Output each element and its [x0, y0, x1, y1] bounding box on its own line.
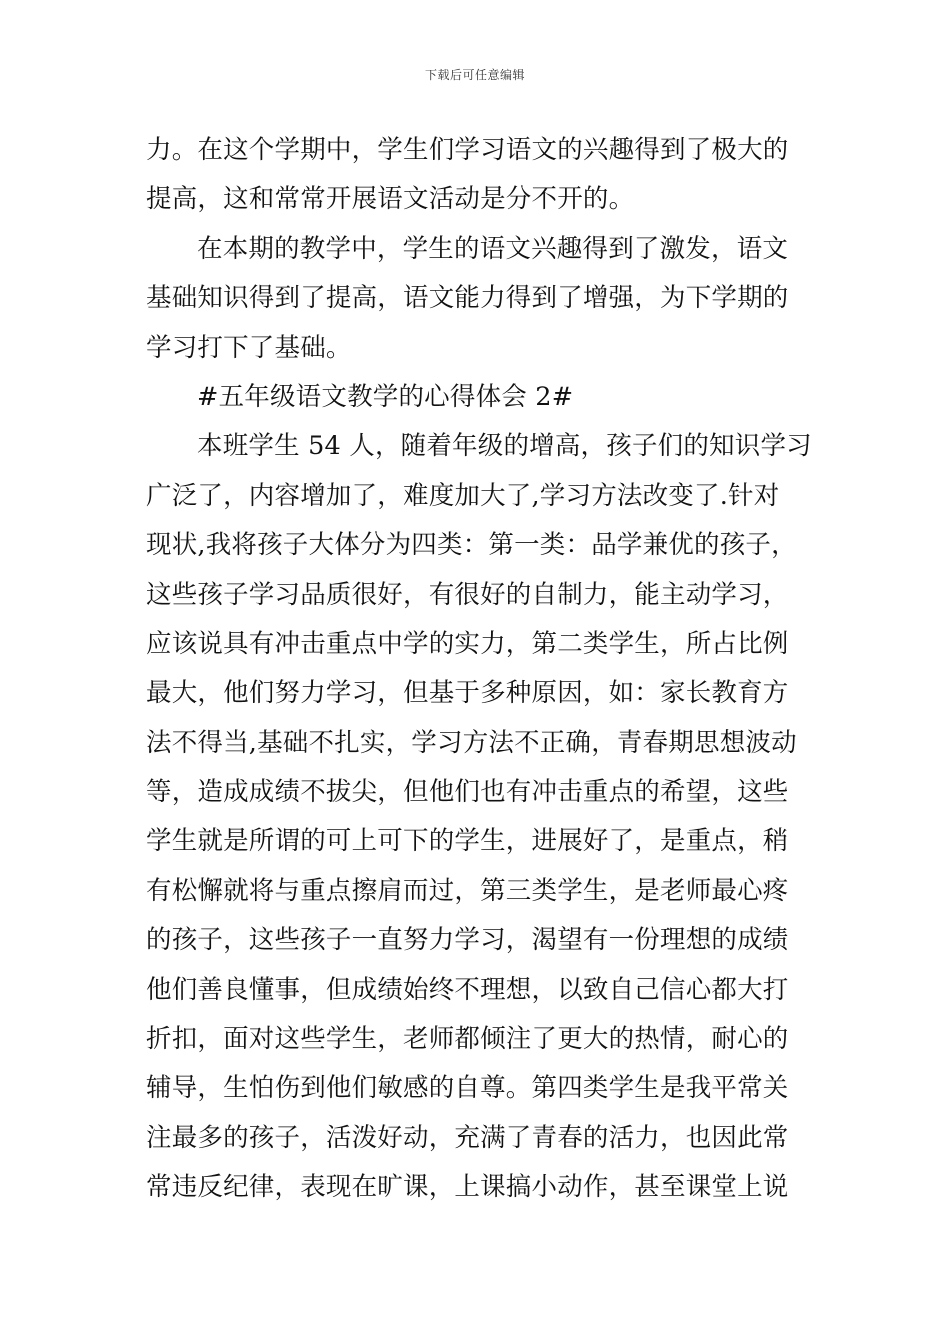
section-heading: #五年级语文教学的心得体会 2# [197, 381, 574, 412]
page-header: 下载后可任意编辑 [424, 68, 525, 82]
text-line: 基础知识得到了提高，语文能力得到了增强，为下学期的 [146, 283, 789, 314]
text-line: 最大，他们努力学习，但基于多种原因，如：家长教育方 [146, 678, 789, 709]
text-line: 有松懈就将与重点擦肩而过，第三类学生，是老师最心疼 [146, 875, 789, 906]
text-line: 这些孩子学习品质很好，有很好的自制力，能主动学习， [146, 579, 789, 610]
text-line: 辅导，生怕伤到他们敏感的自尊。第四类学生是我平常关 [146, 1073, 789, 1104]
text-line: 等，造成成绩不拔尖，但他们也有冲击重点的希望，这些 [146, 777, 789, 808]
text-line: 广泛了，内容增加了，难度加大了,学习方法改变了.针对 [146, 480, 780, 511]
text-line: 注最多的孩子，活泼好动，充满了青春的活力，也因此常 [146, 1122, 789, 1153]
paragraph-start-line: 在本期的教学中，学生的语文兴趣得到了激发，语文 [197, 233, 789, 264]
text-line: 的孩子，这些孩子一直努力学习，渴望有一份理想的成绩 [146, 925, 789, 956]
text-line: 应该说具有冲击重点中学的实力，第二类学生，所占比例 [146, 628, 789, 659]
text-line: 法不得当,基础不扎实，学习方法不正确，青春期思想波动 [146, 727, 797, 758]
document-body [146, 126, 816, 1213]
paragraph-start-line: 本班学生 54 人，随着年级的增高，孩子们的知识学习 [197, 431, 812, 462]
text-line: 折扣，面对这些学生，老师都倾注了更大的热情，耐心的 [146, 1024, 789, 1055]
text-line: 学习打下了基础。 [146, 332, 352, 363]
text-line: 他们善良懂事，但成绩始终不理想，以致自己信心都大打 [146, 974, 789, 1005]
text-line: 常违反纪律，表现在旷课，上课搞小动作，甚至课堂上说 [146, 1172, 789, 1203]
text-line: 提高，这和常常开展语文活动是分不开的。 [146, 184, 635, 215]
text-line: 力。在这个学期中，学生们学习语文的兴趣得到了极大的 [146, 135, 789, 165]
text-line: 学生就是所谓的可上可下的学生，进展好了，是重点，稍 [146, 826, 789, 857]
text-line: 现状,我将孩子大体分为四类：第一类：品学兼优的孩子， [146, 530, 797, 561]
